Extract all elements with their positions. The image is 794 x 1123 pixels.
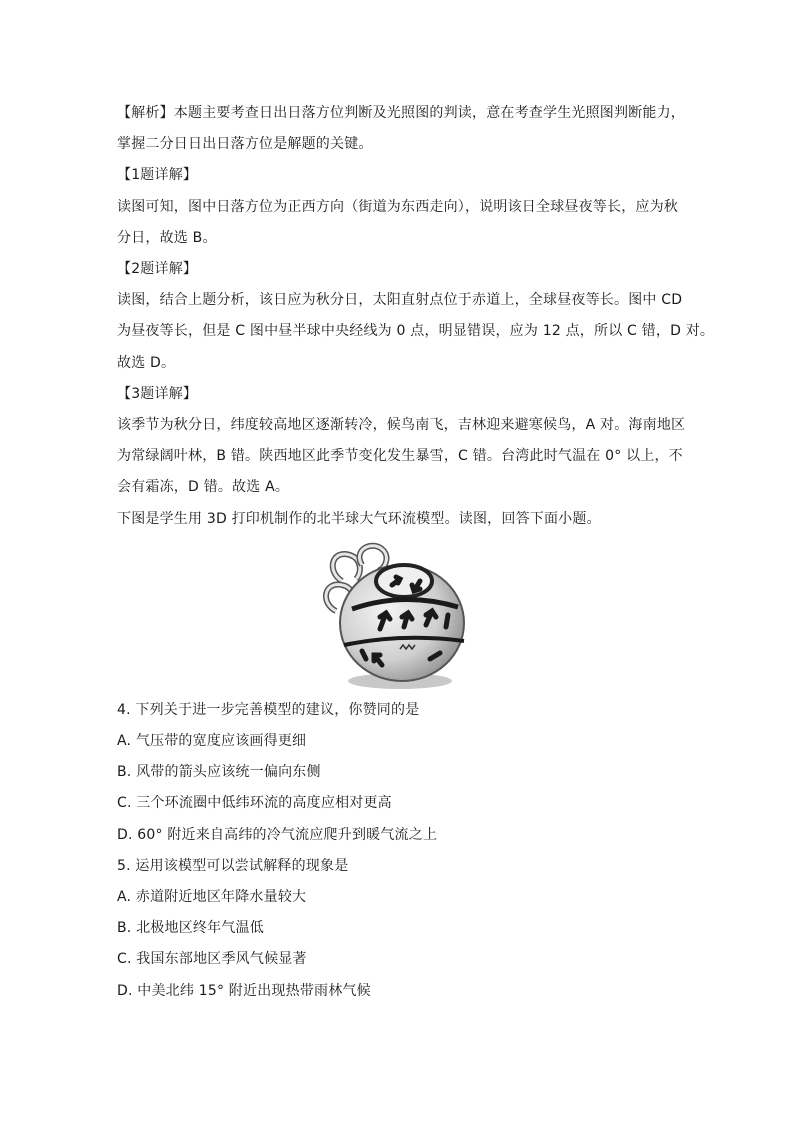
atmospheric-circulation-model-image [117,541,682,691]
q3-explanation-line: 会有霜冻，D 错。故选 A。 [117,479,290,496]
question-5-stem: 5. 运用该模型可以尝试解释的现象是 [117,857,349,874]
question-4-option[interactable]: C. 三个环流圈中低纬环流的高度应相对更高 [117,795,392,812]
globe-model-illustration [322,541,472,691]
question-5-option[interactable]: D. 中美北纬 15° 附近出现热带雨林气候 [117,982,371,999]
q2-explanation-line: 为昼夜等长，但是 C 图中昼半球中央经线为 0 点，明显错误，应为 12 点，所以 C 错，D 对。 [117,323,715,340]
question-5-option[interactable]: B. 北极地区终年气温低 [117,920,264,937]
question-5-option[interactable]: A. 赤道附近地区年降水量较大 [117,889,307,906]
question-5-option[interactable]: C. 我国东部地区季风气候显著 [117,951,307,968]
document-page [117,98,715,1007]
question-4-stem: 4. 下列关于进一步完善模型的建议，你赞同的是 [117,701,420,718]
q2-explanation-line: 读图，结合上题分析，该日应为秋分日，太阳直射点位于赤道上，全球昼夜等长。图中 CD [117,292,683,309]
q3-heading: 【3题详解】 [117,385,198,402]
analysis-line: 掌握二分日日出日落方位是解题的关键。 [117,136,373,153]
question-4-option[interactable]: B. 风带的箭头应该统一偏向东侧 [117,764,321,781]
q3-explanation-line: 该季节为秋分日，纬度较高地区逐渐转冷，候鸟南飞，吉林迎来避寒候鸟，A 对。海南地区 [117,417,686,434]
analysis-line: 【解析】本题主要考查日出日落方位判断及光照图的判读，意在考查学生光照图判断能力， [117,105,685,121]
q1-explanation-line: 读图可知，图中日落方位为正西方向（街道为东西走向），说明该日全球昼夜等长，应为秋 [117,198,678,215]
q2-heading: 【2题详解】 [117,261,198,278]
q1-heading: 【1题详解】 [117,167,198,184]
question-4-option[interactable]: A. 气压带的宽度应该画得更细 [117,733,307,750]
figure-intro: 下图是学生用 3D 打印机制作的北半球大气环流模型。读图，回答下面小题。 [117,510,601,527]
q2-explanation-line: 故选 D。 [117,354,176,371]
question-4-option[interactable]: D. 60° 附近来自高纬的冷气流应爬升到暖气流之上 [117,826,438,843]
q3-explanation-line: 为常绿阔叶林，B 错。陕西地区此季节变化发生暴雪，C 错。台湾此时气温在 0° 以上，不 [117,448,683,465]
q1-explanation-line: 分日，故选 B。 [117,229,217,246]
